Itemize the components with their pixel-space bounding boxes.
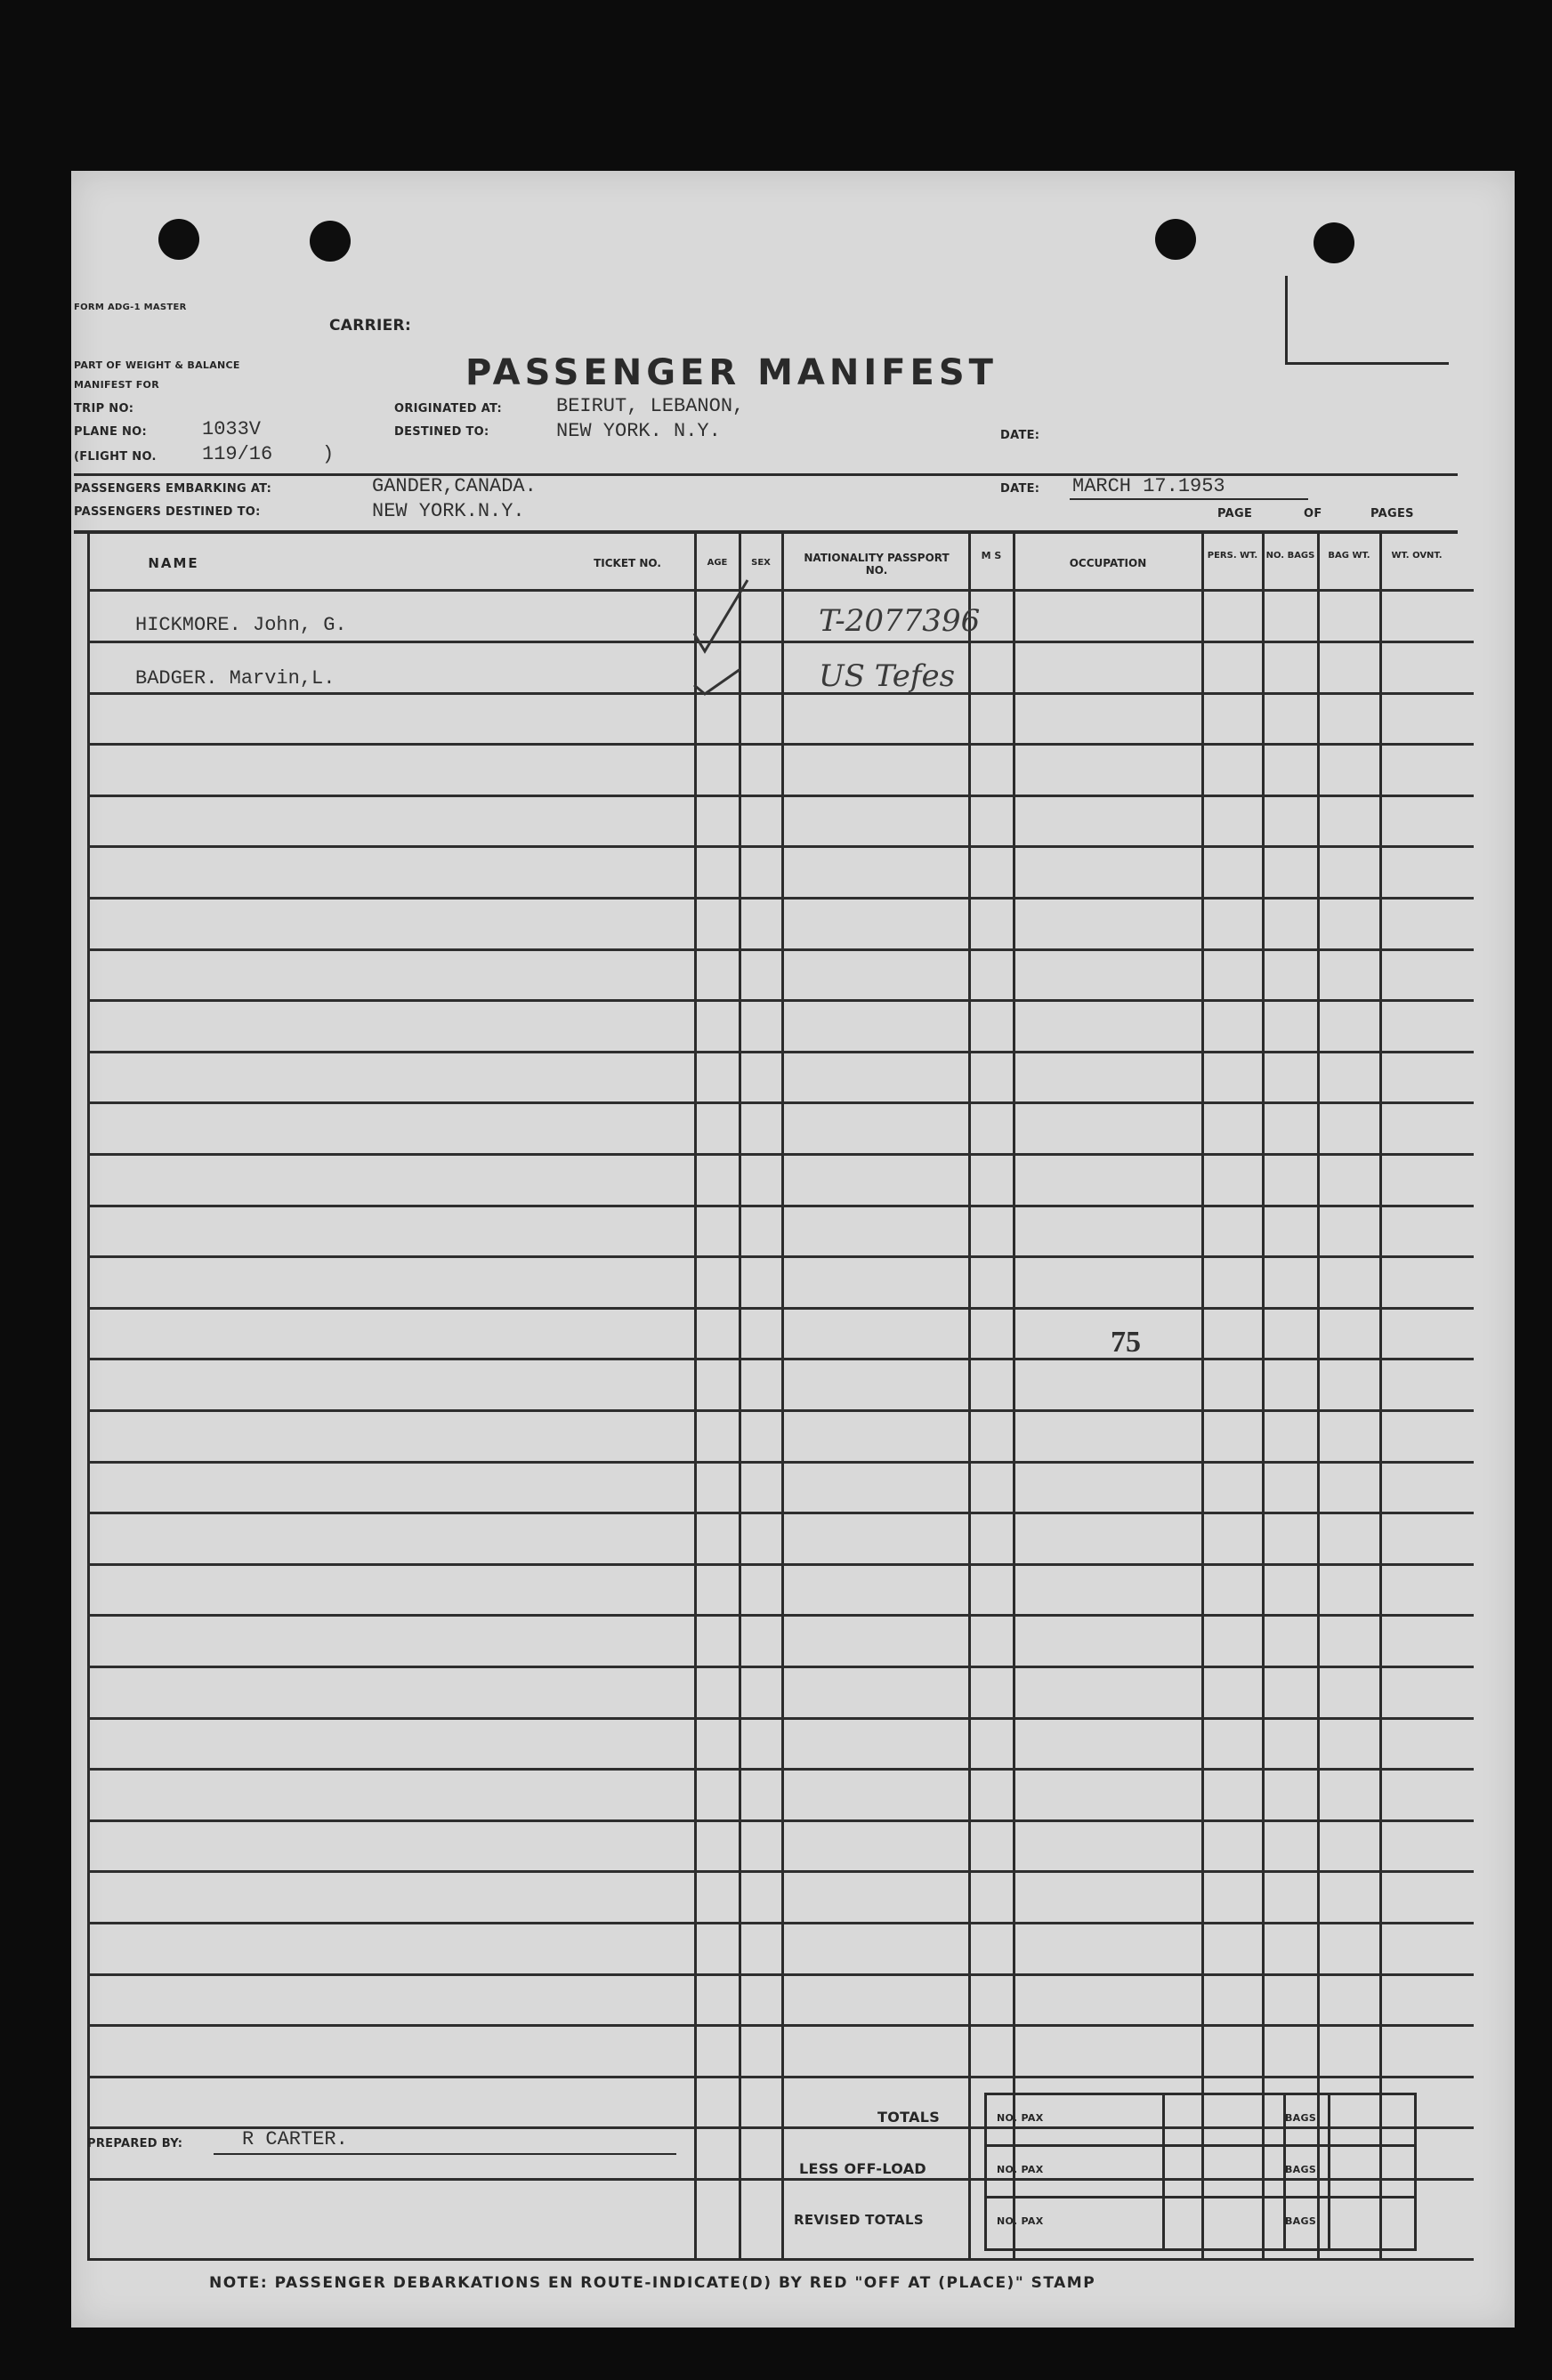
column-header-occupation: OCCUPATION (1069, 557, 1147, 569)
flight-value: 119/16 (202, 443, 273, 465)
column-rule (968, 534, 971, 2260)
form-id: FORM ADG-1 MASTER (74, 303, 187, 312)
less-offload-label: LESS OFF-LOAD (799, 2160, 926, 2177)
totals-rule (984, 2144, 1417, 2147)
column-header-nationality: NATIONALITY PASSPORT NO. (804, 552, 950, 577)
page-label: PAGE (1217, 507, 1253, 520)
column-header-sex: SEX (751, 558, 771, 568)
part-of-label: PART OF WEIGHT & BALANCE (74, 359, 240, 371)
column-rule (1201, 534, 1204, 2260)
table-row-line (87, 897, 1474, 900)
table-row-line (87, 2024, 1474, 2027)
table-row-line (87, 1153, 1474, 1156)
table-row-line (87, 1973, 1474, 1976)
column-rule (781, 534, 784, 2260)
check-mark (685, 562, 801, 696)
date-label: DATE: (1000, 429, 1040, 442)
totals-label: TOTALS (877, 2109, 941, 2126)
table-top-rule (74, 530, 1458, 534)
table-row-line (87, 795, 1474, 797)
column-rule (87, 534, 90, 2260)
totals-column-rule (1162, 2093, 1165, 2248)
table-row-line (87, 1819, 1474, 1822)
destined-passengers-label: PASSENGERS DESTINED TO: (74, 505, 261, 519)
table-row-line (87, 1358, 1474, 1360)
pages-label: PAGES (1370, 507, 1414, 520)
passenger-name: BADGER. Marvin,L. (135, 667, 335, 690)
date2-value: MARCH 17.1953 (1072, 475, 1225, 497)
embarking-value: GANDER,CANADA. (372, 475, 537, 497)
plane-value: 1033V (202, 418, 262, 440)
column-rule (1262, 534, 1265, 2260)
bags-label: BAGS (1285, 2164, 1317, 2175)
column-header-name: NAME (148, 555, 199, 571)
column-rule (739, 534, 741, 2260)
table-bottom-rule (87, 2258, 1474, 2261)
table-row-line (87, 1512, 1474, 1514)
no-pax-label: NO. PAX (997, 2164, 1044, 2175)
column-header-ms: M S (981, 550, 1002, 561)
no-pax-label: NO. PAX (997, 2112, 1044, 2124)
column-header-no-bags: NO. BAGS (1265, 551, 1315, 561)
passenger-name: HICKMORE. John, G. (135, 614, 347, 636)
table-row-line (87, 1307, 1474, 1310)
date2-label: DATE: (1000, 482, 1040, 496)
passenger-passport: T-2077396 (819, 603, 981, 639)
prepared-value: R CARTER. (242, 2128, 348, 2150)
of-label: OF (1304, 507, 1322, 520)
manifest-for-label: MANIFEST FOR (74, 379, 159, 391)
passenger-passport: US Tefes (819, 658, 956, 694)
flight-label: (FLIGHT NO. (74, 450, 157, 464)
table-row-line (87, 948, 1474, 951)
table-row-line (87, 1461, 1474, 1464)
manifest-sheet (71, 171, 1515, 2328)
table-row-line (87, 845, 1474, 848)
column-rule (694, 534, 697, 2260)
totals-box (984, 2093, 1417, 2251)
footer-note: NOTE: PASSENGER DEBARKATIONS EN ROUTE-INDICATE(D) BY RED "OFF AT (PLACE)" STAMP (209, 2274, 1096, 2292)
table-row-line (87, 1717, 1474, 1720)
table-row-line (87, 1563, 1474, 1566)
punch-hole (310, 221, 351, 262)
totals-column-rule (1328, 2093, 1330, 2248)
table-row-line (87, 1205, 1474, 1207)
corner-mark (1285, 362, 1449, 365)
table-row-line (87, 1768, 1474, 1771)
corner-mark (1285, 276, 1288, 365)
column-rule (1013, 534, 1015, 2260)
column-header-pers-wt: PERS. WT. (1207, 551, 1258, 561)
table-row-line (87, 1614, 1474, 1617)
table-row-line (87, 1409, 1474, 1412)
plane-label: PLANE NO: (74, 425, 147, 439)
column-rule (1379, 534, 1382, 2260)
trip-label: TRIP NO: (74, 402, 134, 415)
table-row-line (87, 1051, 1474, 1053)
prepared-underline (214, 2153, 676, 2155)
destined-value: NEW YORK. N.Y. (556, 420, 721, 442)
punch-hole (1155, 219, 1196, 260)
table-row-line (87, 1255, 1474, 1258)
column-header-ticket: TICKET NO. (594, 557, 661, 569)
punch-hole (1314, 222, 1354, 263)
prepared-label: PREPARED BY: (87, 2137, 183, 2150)
table-row-line (87, 1101, 1474, 1104)
column-header-age: AGE (707, 558, 728, 568)
carrier-label: CARRIER: (329, 317, 412, 335)
table-row-line (87, 1666, 1474, 1668)
margin-note: 75 (1111, 1326, 1141, 1359)
originated-value: BEIRUT, LEBANON, (556, 395, 745, 417)
table-row-line (87, 1922, 1474, 1924)
table-row-line (87, 2076, 1474, 2078)
table-row-line (87, 743, 1474, 746)
form-title: PASSENGER MANIFEST (465, 352, 998, 393)
totals-rule (984, 2196, 1417, 2198)
table-row-line (87, 999, 1474, 1002)
column-header-bag-wt: BAG WT. (1328, 551, 1370, 561)
originated-label: ORIGINATED AT: (394, 402, 503, 415)
column-header-wt-ovnt: WT. OVNT. (1391, 551, 1443, 561)
table-row-line (87, 1870, 1474, 1873)
flight-close: ) (322, 443, 335, 465)
punch-hole (158, 219, 199, 260)
header-rule (74, 473, 1458, 476)
date-underline (1070, 498, 1308, 500)
destined-passengers-value: NEW YORK.N.Y. (372, 500, 525, 522)
no-pax-label: NO. PAX (997, 2215, 1044, 2227)
embarking-label: PASSENGERS EMBARKING AT: (74, 482, 272, 496)
column-rule (1317, 534, 1320, 2260)
destined-label: DESTINED TO: (394, 425, 489, 439)
revised-totals-label: REVISED TOTALS (794, 2212, 924, 2228)
bags-label: BAGS (1285, 2112, 1317, 2124)
bags-label: BAGS (1285, 2215, 1317, 2227)
